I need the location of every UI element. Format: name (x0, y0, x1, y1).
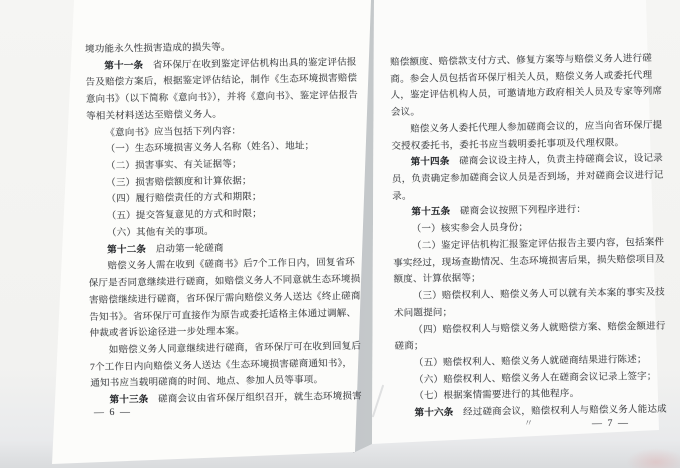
line-text: 7个工作日内向赔偿义务人送达《生态环境损害磋商通知书》， (90, 358, 353, 373)
line-text: 启动第一轮磋商 (146, 243, 224, 255)
line-text: （一）生态环境损害义务人名称（姓名）、地址； (105, 141, 315, 156)
line-text: 赔偿义务人委托代理人参加磋商会议的，应当向省环保厅提 (410, 120, 663, 135)
line-text: 人，鉴定评估机构人员，可邀请地方政府相关人员及专家等列席 (390, 87, 663, 102)
line-text: 意向书》（以下简称《意向书》），并将《意向书》、鉴定评估报告 (85, 90, 358, 106)
article-heading: 第十六条 (414, 408, 454, 419)
line-text: （六）赔偿权利人、赔偿义务人在磋商会议记录上签字； (414, 371, 657, 386)
line-text: 等相关材料送达至赔偿义务人。 (86, 109, 223, 122)
line-text: （三）赔偿权利人、赔偿义务人可以就有关本案的事实及技 (412, 287, 666, 302)
line-text: （四）赔偿权利人与赔偿义务人就赔偿方案、赔偿金额进行 (413, 321, 666, 336)
line-text: （四）履行赔偿责任的方式和期限； (106, 192, 262, 206)
line-text: （六）其他有关的事项。 (106, 226, 214, 239)
line-text: （三）损害赔偿额度和计算依据； (106, 176, 252, 189)
line-text: 磋商会议设主持人，负责主持磋商会议，设记录 (449, 154, 663, 168)
line-text: 省环保厅在收到鉴定评估机构出具的鉴定评估报 (143, 57, 357, 71)
line-text: 《意向书》应当包括下列内容： (105, 126, 242, 139)
line-text: 通知书应当载明磋商的时间、地点、参加人员等事项。 (90, 375, 324, 390)
line-text: 如赔偿义务人同意继续进行磋商，省环保厅可在收到回复后 (108, 341, 362, 356)
line-text: 磋商会议按照下列程序进行： (450, 205, 587, 218)
line-text: 害赔偿继续进行磋商，省环保厅需向赔偿义务人送达《终止磋商 (88, 291, 361, 306)
article-heading: 第十一条 (104, 60, 144, 72)
line-text: 保厅是否同意继续进行磋商，如赔偿义务人不同意就生态环境损 (88, 274, 361, 290)
line-text: 交授权委托书，委托书应当载明委托事项及代理权限。 (391, 137, 625, 152)
line-text: 磋商； (394, 341, 424, 353)
line-text: 经过磋商会议，赔偿权利人与赔偿义务人能达成 (453, 404, 667, 419)
line-text: 额度、计算依据等； (393, 273, 481, 286)
article-heading: 第十三条 (109, 395, 149, 406)
line-text: （一）核实参会人员身份； (411, 223, 529, 235)
line-text: （五）提交答复意见的方式和时限； (106, 209, 263, 222)
line-text: （二）鉴定评估机构汇报鉴定评估报告主要内容，包括案件 (411, 237, 665, 252)
line-text: 告知书》。省环保厅可直接作为原告或委托适格主体通过调解、 (89, 308, 357, 323)
page-number-left: — 6 — (93, 406, 132, 419)
line-text: 告及赔偿方案后，根据鉴定评估结论，制作《生态环境损害赔偿 (85, 74, 358, 89)
line-text: （五）赔偿权利人、赔偿义务人就磋商结果进行陈述； (413, 354, 647, 369)
article-heading: 第十二条 (107, 244, 147, 256)
line-text: 赔偿义务人需在收到《磋商书》后7个工作日内，回复省环 (107, 258, 356, 273)
line-text: 仲裁或者诉讼途径进一步处理本案。 (89, 326, 245, 340)
line-text: 会议。 (390, 107, 421, 119)
page-number-right: — 7 — (591, 417, 630, 430)
line-text: 磋商会议由省环保厅组织召开，就生态环境损害 (148, 391, 362, 406)
right-page-text (390, 51, 667, 423)
stray-mark: 〃 (524, 418, 534, 428)
line-text: （二）损害事实、有关证据等； (105, 159, 242, 172)
line-text: 境功能永久性损害造成的损失等。 (85, 42, 231, 55)
line-text: 赔偿额度、赔偿款支付方式、修复方案等与赔偿义务人进行磋 (390, 53, 653, 68)
left-page-text (85, 38, 362, 410)
line-text: 商。参会人员包括省环保厅相关人员，赔偿义务人或委托代理 (390, 70, 653, 85)
line-text: 事实经过，现场查勘情况、生态环境损害后果，损失赔偿项目及 (393, 254, 665, 269)
article-heading: 第十四条 (410, 157, 450, 169)
scan-smudge (626, 448, 680, 468)
line-text: 术问题提问； (393, 307, 453, 319)
line-text: 录。 (392, 191, 412, 202)
line-text: （七）根据案情需要进行的其他程序。 (414, 389, 580, 403)
article-heading: 第十五条 (411, 207, 451, 219)
line-text: 员，负责确定参加磋商会议人员是否到场，并对磋商会议进行记 (391, 170, 664, 186)
